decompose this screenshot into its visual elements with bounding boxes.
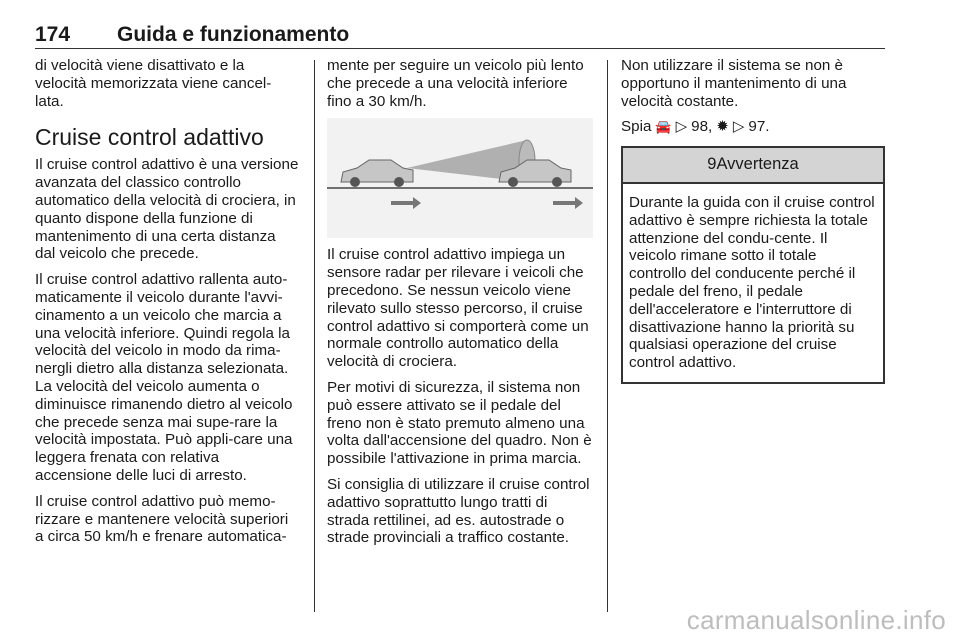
intro-paragraph: di velocità viene disattivato e la velocità memorizzata viene cancel-lata. [35, 57, 272, 110]
header-rule [35, 48, 885, 49]
warning-text: Durante la guida con il cruise control adattivo è sempre richiesta la totale attenzione del condu-cente. Il veicolo rimane sotto il totale controllo del conducente perché il pedale del freno, il pedale dell'acceleratore e l'interruttore di disattivazione hanno la priorità su qualsiasi operazione del cruise control adattivo. [629, 193, 875, 372]
paragraph: Per motivi di sicurezza, il sistema non può essere attivato se il pedale del freno non è stato premuto almeno una volta dall'accensione del quadro. Non è possibile l'attivazione in prima marcia. [327, 378, 592, 468]
warning-icon: 9 [707, 155, 717, 174]
paragraph: Il cruise control adattivo impiega un sensore radar per rilevare i veicoli che precedono. Se nessun veicolo viene rilevato sullo stesso percorso, il cruise control adattivo si comporterà come un normale controllo automatico della velocità di crociera. [327, 246, 589, 371]
page-reference-icon: ▷ [675, 118, 688, 136]
warning-header [623, 148, 883, 184]
spia-label: Spia [621, 118, 652, 136]
car-icon: 🚘 [655, 119, 672, 135]
watermark: carmanualsonline.info [686, 605, 946, 635]
section-title: Guida e funzionamento [117, 23, 350, 46]
column-3 [621, 57, 885, 384]
paragraph: Il cruise control adattivo rallenta auto-maticamente il veicolo durante l'avvi-cinamento a un veicolo che marcia a una velocità inferiore. Quindi regola la velocità del veicolo in modo da rima-nergli dietro alla distanza selezionata. La velocità del veicolo aumenta o diminuisce rimanendo dietro al veicolo che precede senza mai supe-rare la velocità impostata. Può appli-care una leggera frenata con relativa accensione delle luci di arresto. [35, 271, 293, 484]
indicator-reference [621, 118, 885, 136]
warning-box [621, 146, 885, 384]
paragraph: Si consiglia di utilizzare il cruise control adattivo soprattutto lungo tratti di strada rettilinei, ad es. autostrade o strade provinciali a traffico costante. [327, 475, 590, 547]
radar-illustration-svg [327, 118, 593, 238]
warning-title: Avvertenza [716, 155, 799, 174]
paragraph: Il cruise control adattivo può memo-rizzare e mantenere velocità superiori a circa 50 km/h e frenare automatica- [35, 492, 289, 546]
intro-paragraph: Non utilizzare il sistema se non è opportuno il mantenimento di una velocità costante. [621, 57, 847, 110]
page-ref[interactable]: 97. [748, 118, 770, 136]
column-divider [314, 60, 315, 612]
page-ref[interactable]: 98, [691, 118, 713, 136]
page-reference-icon: ▷ [732, 118, 745, 136]
radar-illustration [327, 118, 593, 238]
column-1 [35, 57, 299, 554]
page-number: 174 [35, 23, 71, 46]
page-header [35, 8, 885, 48]
column-2 [327, 57, 593, 555]
cruise-control-icon: ✹ [716, 118, 729, 136]
section-heading: Cruise control adattivo [35, 124, 264, 151]
column-divider [607, 60, 608, 612]
intro-paragraph: mente per seguire un veicolo più lento che precede a una velocità inferiore fino a 30 km/h. [327, 57, 584, 110]
paragraph: Il cruise control adattivo è una versione avanzata del classico controllo automatico della velocità di crociera, in quanto dispone della funzione di mantenimento di una certa distanza dal veicolo che precede. [35, 156, 299, 263]
